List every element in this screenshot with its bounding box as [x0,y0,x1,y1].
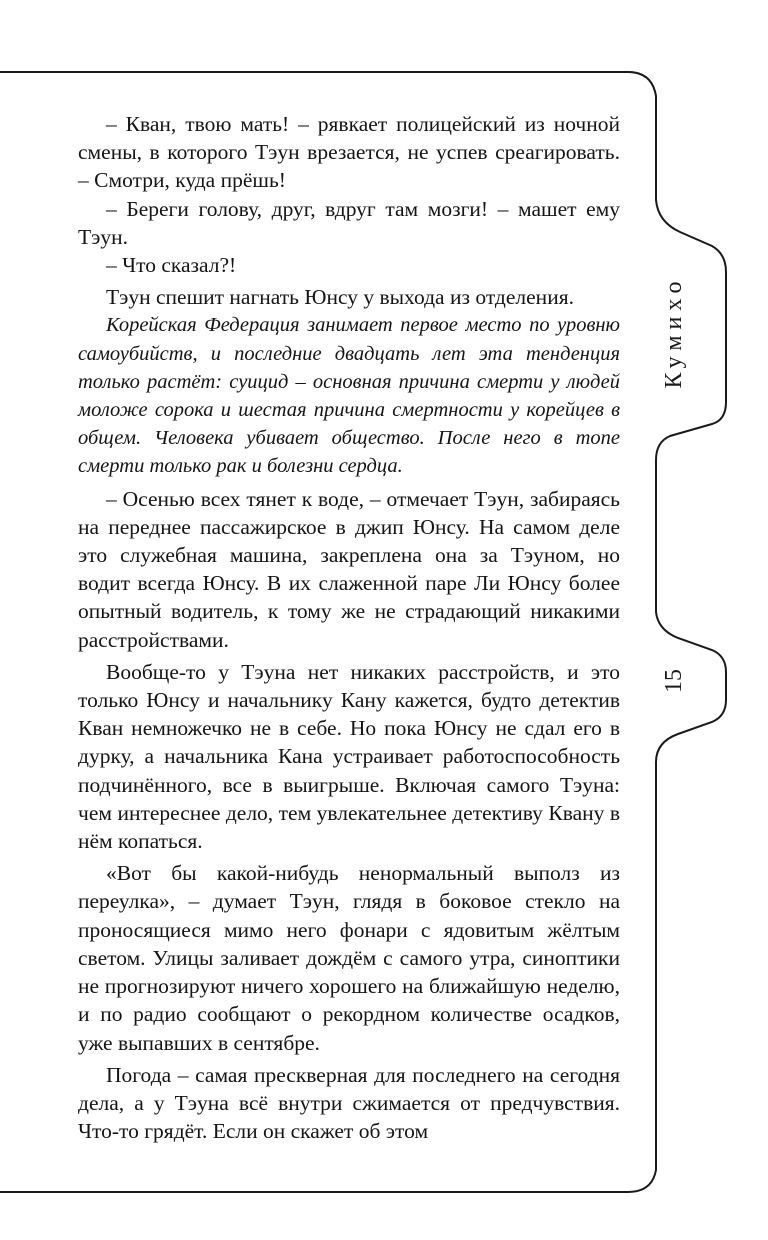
paragraph-thought: «Вот бы какой-нибудь ненормальный выполз из переулка», – думает Тэун, глядя в боковое стекло на проносящиеся мимо него фонари с ядовитым жёлтым светом. Улицы заливает дождём с самого утра, синоптики не прогнозируют ничего хорошего на ближайшую неделю, и по радио сообщают о рекордном количестве осадков, уже выпавших в сентябре. [78,861,620,1055]
paragraph-narration-3: Погода – самая прескверная для последнего на сегодня дела, а у Тэуна всё внутри сжимается от предчувствия. Что-то грядёт. Если он скажет об этом [78,1062,620,1144]
book-title-label: Кумихо [661,275,687,389]
paragraph-narration-1: Тэун спешит нагнать Юнсу у выхода из отделения. [106,285,574,310]
paragraph-dialogue-3: – Что сказал?! [106,253,237,278]
paragraph-dialogue-1: – Кван, твою мать! – рявкает полицейский из ночной смены, в которого Тэун врезается, не успев среагировать. – Смотри, куда прёшь! [78,112,620,193]
paragraph-italic-aside: Корейская Федерация занимает первое место по уровню самоубийств, и последние двадцать лет эта тенденция только растёт: суицид – основная причина смерти у людей моложе сорока и шестая причина смертности у корейцев в общем. Человека убивает общество. После него в топе смерти только рак и болезни сердца. [78,314,620,478]
paragraph-dialogue-4: – Осенью всех тянет к воде, – отмечает Тэун, забираясь на переднее пассажирское в джип Юнсу. На самом деле это служебная машина, закреплена она за Тэуном, но водит всегда Юнсу. В их слаженной паре Ли Юнсу более опытный водитель, к тому же не страдающий никакими расстройствами. [78,486,620,652]
page-number: 15 [661,669,687,693]
paragraph-narration-2: Вообще-то у Тэуна нет никаких расстройств, и это только Юнсу и начальнику Кану кажется, будто детектив Кван немножечко не в себе. Но пока Юнсу не сдал его в дурку, а начальника Кана устраивает работоспособность подчинённого, все в выигрыше. Включая самого Тэуна: чем интереснее дело, тем увлекательнее детективу Квану в нём копаться. [78,659,620,854]
body-text [78,110,620,1145]
paragraph-dialogue-2: – Береги голову, друг, вдруг там мозги! – машет ему Тэун. [78,196,620,249]
